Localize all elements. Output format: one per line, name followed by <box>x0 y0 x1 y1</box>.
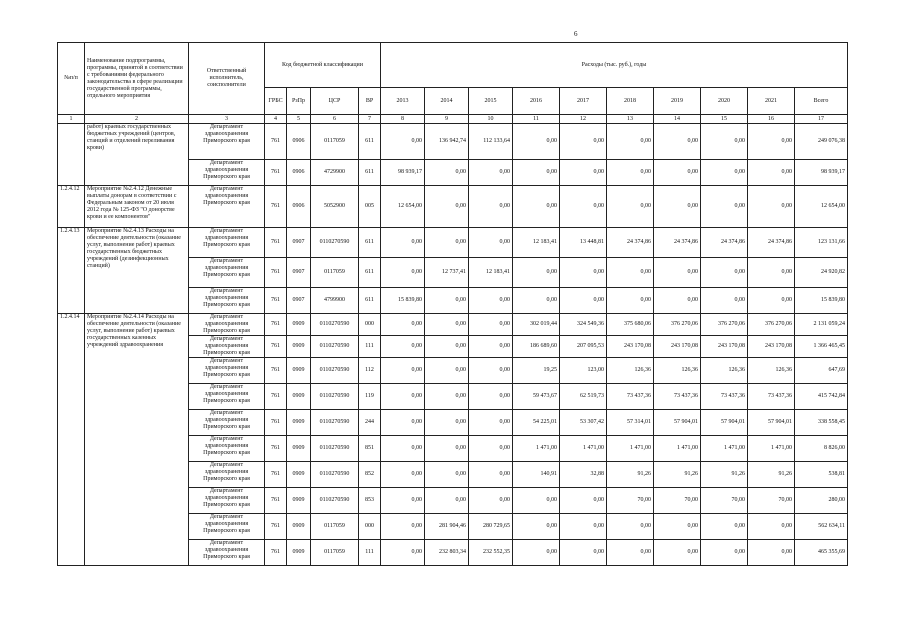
row-value-2018: 0,00 <box>607 124 654 160</box>
row-value-Всего: 123 131,66 <box>795 228 848 258</box>
row-value-2018: 126,36 <box>607 358 654 384</box>
row-value-2019: 0,00 <box>654 514 701 540</box>
row-value-2021: 0,00 <box>748 186 795 228</box>
row-value-2020: 376 270,06 <box>701 314 748 336</box>
header-executor: Ответственный исполнитель, соисполнители <box>189 43 265 115</box>
row-value-2021: 243 170,08 <box>748 336 795 358</box>
row-vr: 111 <box>359 540 381 566</box>
row-value-2016: 54 225,01 <box>513 410 560 436</box>
row-value-2018: 243 170,08 <box>607 336 654 358</box>
row-rzpr: 0906 <box>287 186 311 228</box>
row-executor: Департамент здравоохранения Приморского края <box>189 228 265 258</box>
row-value-2021: 57 904,01 <box>748 410 795 436</box>
row-executor: Департамент здравоохранения Приморского края <box>189 336 265 358</box>
row-value-2013: 0,00 <box>381 514 425 540</box>
row-value-2016: 0,00 <box>513 258 560 288</box>
row-value-2020: 24 374,86 <box>701 228 748 258</box>
row-value-2019: 70,00 <box>654 488 701 514</box>
header-code-1: РзПр <box>287 88 311 115</box>
table-row <box>58 124 848 160</box>
row-grbs: 761 <box>265 124 287 160</box>
row-value-2013: 0,00 <box>381 462 425 488</box>
row-value-2013: 0,00 <box>381 258 425 288</box>
row-value-Всего: 12 654,00 <box>795 186 848 228</box>
row-value-2017: 32,88 <box>560 462 607 488</box>
row-name: Мероприятие №2.4.13 Расходы на обеспечение деятельности (оказание услуг, выполнение работ) краевых государственных бюджетных учреждений (дезинфекционных станций) <box>85 228 189 314</box>
row-value-Всего: 465 355,69 <box>795 540 848 566</box>
row-value-2021: 376 270,06 <box>748 314 795 336</box>
row-rzpr: 0909 <box>287 384 311 410</box>
row-value-2015: 0,00 <box>469 436 513 462</box>
row-value-2019: 376 270,06 <box>654 314 701 336</box>
row-value-2015: 0,00 <box>469 410 513 436</box>
row-value-2016: 59 473,67 <box>513 384 560 410</box>
row-vr: 005 <box>359 186 381 228</box>
row-value-2015: 0,00 <box>469 488 513 514</box>
row-number: 1.2.4.14 <box>58 314 85 566</box>
column-index-1: 1 <box>58 115 85 124</box>
row-value-2014: 0,00 <box>425 410 469 436</box>
row-value-2014: 0,00 <box>425 228 469 258</box>
row-csr: 0117059 <box>311 514 359 540</box>
column-index-2: 2 <box>85 115 189 124</box>
row-value-2017: 62 519,73 <box>560 384 607 410</box>
row-value-2021: 126,36 <box>748 358 795 384</box>
row-rzpr: 0909 <box>287 336 311 358</box>
row-value-Всего: 15 839,80 <box>795 288 848 314</box>
row-executor: Департамент здравоохранения Приморского края <box>189 462 265 488</box>
row-value-2013: 0,00 <box>381 314 425 336</box>
row-rzpr: 0909 <box>287 488 311 514</box>
row-value-2020: 91,26 <box>701 462 748 488</box>
row-grbs: 761 <box>265 436 287 462</box>
row-value-2015: 0,00 <box>469 336 513 358</box>
row-value-2017: 0,00 <box>560 514 607 540</box>
column-index-14: 14 <box>654 115 701 124</box>
row-rzpr: 0909 <box>287 410 311 436</box>
row-csr: 0110270590 <box>311 228 359 258</box>
column-index-9: 9 <box>425 115 469 124</box>
table-header <box>58 43 848 124</box>
row-value-2019: 91,26 <box>654 462 701 488</box>
header-year-3: 2016 <box>513 88 560 115</box>
row-value-2014: 0,00 <box>425 384 469 410</box>
row-value-2017: 123,00 <box>560 358 607 384</box>
row-executor: Департамент здравоохранения Приморского края <box>189 186 265 228</box>
row-value-2017: 13 448,81 <box>560 228 607 258</box>
column-index-7: 7 <box>359 115 381 124</box>
row-value-2014: 0,00 <box>425 462 469 488</box>
row-value-2014: 0,00 <box>425 160 469 186</box>
row-value-2016: 0,00 <box>513 186 560 228</box>
row-value-2016: 0,00 <box>513 288 560 314</box>
header-code-0: ГРБС <box>265 88 287 115</box>
row-value-2013: 0,00 <box>381 540 425 566</box>
row-value-2021: 24 374,86 <box>748 228 795 258</box>
row-value-Всего: 249 076,38 <box>795 124 848 160</box>
row-executor: Департамент здравоохранения Приморского края <box>189 384 265 410</box>
row-value-2019: 73 437,36 <box>654 384 701 410</box>
row-value-2019: 24 374,86 <box>654 228 701 258</box>
row-vr: 611 <box>359 160 381 186</box>
row-value-2019: 0,00 <box>654 124 701 160</box>
row-grbs: 761 <box>265 358 287 384</box>
row-value-2019: 0,00 <box>654 186 701 228</box>
row-value-2015: 0,00 <box>469 384 513 410</box>
header-name: Наименование подпрограммы, программы, принятой в соответствии с требованиями федерального законодательства в сфере реализации государственной программы, отдельного мероприятия <box>85 43 189 115</box>
header-code-group: Код бюджетной классификации <box>265 43 381 88</box>
row-value-2017: 0,00 <box>560 160 607 186</box>
row-value-2020: 0,00 <box>701 288 748 314</box>
header-year-9: Всего <box>795 88 848 115</box>
row-grbs: 761 <box>265 314 287 336</box>
row-value-2016: 302 019,44 <box>513 314 560 336</box>
row-value-2014: 0,00 <box>425 186 469 228</box>
row-value-2017: 0,00 <box>560 488 607 514</box>
row-value-2020: 0,00 <box>701 160 748 186</box>
row-value-2018: 0,00 <box>607 514 654 540</box>
row-value-2016: 0,00 <box>513 160 560 186</box>
header-expenses-group: Расходы (тыс. руб.), годы <box>381 43 848 88</box>
table-row <box>58 186 848 228</box>
row-value-2020: 70,00 <box>701 488 748 514</box>
row-executor: Департамент здравоохранения Приморского края <box>189 436 265 462</box>
column-index-17: 17 <box>795 115 848 124</box>
row-value-2018: 57 314,01 <box>607 410 654 436</box>
row-value-2014: 0,00 <box>425 436 469 462</box>
row-csr: 0110270590 <box>311 314 359 336</box>
row-number <box>58 124 85 186</box>
row-value-2016: 140,91 <box>513 462 560 488</box>
row-executor: Департамент здравоохранения Приморского края <box>189 160 265 186</box>
row-value-2020: 0,00 <box>701 124 748 160</box>
row-value-Всего: 338 558,45 <box>795 410 848 436</box>
row-csr: 0117059 <box>311 124 359 160</box>
row-executor: Департамент здравоохранения Приморского края <box>189 124 265 160</box>
row-csr: 0110270590 <box>311 384 359 410</box>
row-vr: 851 <box>359 436 381 462</box>
row-value-2019: 126,36 <box>654 358 701 384</box>
row-value-2017: 0,00 <box>560 186 607 228</box>
row-value-2018: 0,00 <box>607 186 654 228</box>
row-value-2014: 0,00 <box>425 336 469 358</box>
row-executor: Департамент здравоохранения Приморского края <box>189 288 265 314</box>
row-name: Мероприятие №2.4.14 Расходы на обеспечение деятельности (оказание услуг, выполнение работ) краевых государственных казенных учреждений здравоохранения <box>85 314 189 566</box>
row-value-Всего: 8 826,00 <box>795 436 848 462</box>
row-grbs: 761 <box>265 228 287 258</box>
column-index-8: 8 <box>381 115 425 124</box>
header-year-7: 2020 <box>701 88 748 115</box>
row-value-Всего: 24 920,82 <box>795 258 848 288</box>
header-year-4: 2017 <box>560 88 607 115</box>
row-csr: 4729900 <box>311 160 359 186</box>
row-value-2019: 0,00 <box>654 160 701 186</box>
row-value-2015: 0,00 <box>469 358 513 384</box>
column-index-6: 6 <box>311 115 359 124</box>
row-executor: Департамент здравоохранения Приморского края <box>189 258 265 288</box>
row-vr: 244 <box>359 410 381 436</box>
row-executor: Департамент здравоохранения Приморского края <box>189 488 265 514</box>
row-executor: Департамент здравоохранения Приморского края <box>189 358 265 384</box>
row-value-2015: 0,00 <box>469 288 513 314</box>
row-value-2015: 12 183,41 <box>469 258 513 288</box>
row-value-2021: 1 471,00 <box>748 436 795 462</box>
row-value-Всего: 98 939,17 <box>795 160 848 186</box>
row-grbs: 761 <box>265 160 287 186</box>
row-value-2016: 19,25 <box>513 358 560 384</box>
row-vr: 112 <box>359 358 381 384</box>
row-value-2017: 0,00 <box>560 540 607 566</box>
header-index-row <box>58 115 848 124</box>
row-number: 1.2.4.13 <box>58 228 85 314</box>
row-value-2021: 0,00 <box>748 288 795 314</box>
column-index-5: 5 <box>287 115 311 124</box>
row-vr: 611 <box>359 228 381 258</box>
table-body <box>58 124 848 566</box>
row-grbs: 761 <box>265 258 287 288</box>
row-value-Всего: 1 366 465,45 <box>795 336 848 358</box>
row-vr: 111 <box>359 336 381 358</box>
row-value-2016: 0,00 <box>513 488 560 514</box>
row-value-2017: 1 471,00 <box>560 436 607 462</box>
row-value-2013: 0,00 <box>381 336 425 358</box>
row-value-2020: 0,00 <box>701 258 748 288</box>
column-index-4: 4 <box>265 115 287 124</box>
row-value-2017: 0,00 <box>560 258 607 288</box>
row-csr: 0110270590 <box>311 488 359 514</box>
column-index-11: 11 <box>513 115 560 124</box>
row-grbs: 761 <box>265 186 287 228</box>
row-vr: 611 <box>359 288 381 314</box>
header-code-3: ВР <box>359 88 381 115</box>
row-value-2013: 12 654,00 <box>381 186 425 228</box>
row-rzpr: 0909 <box>287 540 311 566</box>
row-value-2019: 0,00 <box>654 540 701 566</box>
row-csr: 0110270590 <box>311 358 359 384</box>
row-value-2021: 0,00 <box>748 124 795 160</box>
row-value-2015: 280 729,65 <box>469 514 513 540</box>
row-name: Мероприятие №2.4.12 Денежные выплаты донорам в соответствии с Федеральным законом от 20 июля 2012 года № 125-ФЗ "О донорстве крови и ее компонентов" <box>85 186 189 228</box>
row-value-2018: 0,00 <box>607 258 654 288</box>
row-value-2018: 70,00 <box>607 488 654 514</box>
row-grbs: 761 <box>265 540 287 566</box>
row-csr: 0117059 <box>311 258 359 288</box>
row-value-2021: 70,00 <box>748 488 795 514</box>
row-value-2016: 0,00 <box>513 514 560 540</box>
column-index-15: 15 <box>701 115 748 124</box>
header-code-2: ЦСР <box>311 88 359 115</box>
row-vr: 611 <box>359 124 381 160</box>
row-value-2013: 0,00 <box>381 410 425 436</box>
column-index-16: 16 <box>748 115 795 124</box>
row-csr: 4799900 <box>311 288 359 314</box>
row-value-2019: 243 170,08 <box>654 336 701 358</box>
row-value-2013: 0,00 <box>381 358 425 384</box>
row-value-2018: 24 374,86 <box>607 228 654 258</box>
row-value-2017: 53 307,42 <box>560 410 607 436</box>
row-executor: Департамент здравоохранения Приморского края <box>189 410 265 436</box>
header-year-1: 2014 <box>425 88 469 115</box>
row-number: 1.2.4.12 <box>58 186 85 228</box>
row-value-Всего: 562 634,11 <box>795 514 848 540</box>
column-index-10: 10 <box>469 115 513 124</box>
row-value-2015: 0,00 <box>469 462 513 488</box>
column-index-13: 13 <box>607 115 654 124</box>
row-value-2017: 0,00 <box>560 288 607 314</box>
row-rzpr: 0907 <box>287 228 311 258</box>
row-csr: 5052900 <box>311 186 359 228</box>
row-rzpr: 0909 <box>287 314 311 336</box>
header-year-5: 2018 <box>607 88 654 115</box>
row-csr: 0110270590 <box>311 436 359 462</box>
row-value-2016: 0,00 <box>513 124 560 160</box>
row-value-2020: 243 170,08 <box>701 336 748 358</box>
row-rzpr: 0909 <box>287 358 311 384</box>
row-rzpr: 0907 <box>287 288 311 314</box>
row-value-2018: 0,00 <box>607 160 654 186</box>
row-value-2015: 0,00 <box>469 160 513 186</box>
row-grbs: 761 <box>265 288 287 314</box>
column-index-12: 12 <box>560 115 607 124</box>
row-value-2017: 207 095,53 <box>560 336 607 358</box>
row-value-2020: 57 904,01 <box>701 410 748 436</box>
row-value-2021: 73 437,36 <box>748 384 795 410</box>
header-year-8: 2021 <box>748 88 795 115</box>
row-value-2020: 73 437,36 <box>701 384 748 410</box>
row-grbs: 761 <box>265 410 287 436</box>
row-value-2019: 1 471,00 <box>654 436 701 462</box>
row-value-2014: 232 803,34 <box>425 540 469 566</box>
row-value-Всего: 2 131 059,24 <box>795 314 848 336</box>
row-value-2021: 0,00 <box>748 160 795 186</box>
table-row <box>58 228 848 258</box>
row-value-2014: 0,00 <box>425 288 469 314</box>
row-value-2013: 0,00 <box>381 488 425 514</box>
row-grbs: 761 <box>265 462 287 488</box>
row-vr: 611 <box>359 258 381 288</box>
row-value-2019: 57 904,01 <box>654 410 701 436</box>
row-value-2013: 0,00 <box>381 384 425 410</box>
row-value-2013: 15 839,80 <box>381 288 425 314</box>
row-value-2021: 0,00 <box>748 540 795 566</box>
row-value-2016: 186 689,60 <box>513 336 560 358</box>
budget-table <box>57 42 848 566</box>
row-value-2018: 73 437,36 <box>607 384 654 410</box>
row-value-2013: 98 939,17 <box>381 160 425 186</box>
header-year-6: 2019 <box>654 88 701 115</box>
row-value-2014: 0,00 <box>425 358 469 384</box>
header-num: №п/п <box>58 43 85 115</box>
row-value-2021: 0,00 <box>748 258 795 288</box>
row-rzpr: 0909 <box>287 514 311 540</box>
row-value-Всего: 415 742,84 <box>795 384 848 410</box>
row-value-2020: 0,00 <box>701 540 748 566</box>
row-rzpr: 0906 <box>287 124 311 160</box>
row-value-2013: 0,00 <box>381 436 425 462</box>
page-number: 6 <box>574 30 578 38</box>
row-value-2020: 1 471,00 <box>701 436 748 462</box>
row-value-2016: 12 183,41 <box>513 228 560 258</box>
row-executor: Департамент здравоохранения Приморского края <box>189 314 265 336</box>
row-value-2020: 126,36 <box>701 358 748 384</box>
row-value-2015: 232 552,35 <box>469 540 513 566</box>
row-value-Всего: 280,00 <box>795 488 848 514</box>
row-vr: 000 <box>359 514 381 540</box>
row-vr: 000 <box>359 314 381 336</box>
row-value-Всего: 538,81 <box>795 462 848 488</box>
row-vr: 853 <box>359 488 381 514</box>
header-year-0: 2013 <box>381 88 425 115</box>
row-value-2015: 112 133,64 <box>469 124 513 160</box>
row-value-2016: 1 471,00 <box>513 436 560 462</box>
row-grbs: 761 <box>265 514 287 540</box>
row-value-2015: 0,00 <box>469 314 513 336</box>
row-value-2019: 0,00 <box>654 288 701 314</box>
row-value-2021: 91,26 <box>748 462 795 488</box>
row-value-2017: 0,00 <box>560 124 607 160</box>
row-grbs: 761 <box>265 336 287 358</box>
row-value-2018: 1 471,00 <box>607 436 654 462</box>
row-value-2018: 375 680,06 <box>607 314 654 336</box>
row-grbs: 761 <box>265 488 287 514</box>
row-value-2016: 0,00 <box>513 540 560 566</box>
row-value-2018: 0,00 <box>607 540 654 566</box>
row-rzpr: 0907 <box>287 258 311 288</box>
row-value-2014: 281 904,46 <box>425 514 469 540</box>
row-value-2014: 0,00 <box>425 488 469 514</box>
row-vr: 119 <box>359 384 381 410</box>
row-value-Всего: 647,69 <box>795 358 848 384</box>
row-csr: 0110270590 <box>311 336 359 358</box>
row-value-2013: 0,00 <box>381 228 425 258</box>
row-value-2021: 0,00 <box>748 514 795 540</box>
row-executor: Департамент здравоохранения Приморского края <box>189 540 265 566</box>
row-value-2020: 0,00 <box>701 186 748 228</box>
row-vr: 852 <box>359 462 381 488</box>
row-csr: 0110270590 <box>311 410 359 436</box>
row-value-2018: 91,26 <box>607 462 654 488</box>
row-grbs: 761 <box>265 384 287 410</box>
row-csr: 0117059 <box>311 540 359 566</box>
row-rzpr: 0909 <box>287 462 311 488</box>
table-row <box>58 314 848 336</box>
row-value-2015: 0,00 <box>469 228 513 258</box>
row-name: работ) краевых государственных бюджетных учреждений (центров, станций и отделений переливания крови) <box>85 124 189 186</box>
row-value-2017: 324 549,36 <box>560 314 607 336</box>
row-value-2018: 0,00 <box>607 288 654 314</box>
row-value-2020: 0,00 <box>701 514 748 540</box>
column-index-3: 3 <box>189 115 265 124</box>
row-value-2014: 0,00 <box>425 314 469 336</box>
row-value-2019: 0,00 <box>654 258 701 288</box>
row-rzpr: 0906 <box>287 160 311 186</box>
row-value-2014: 136 942,74 <box>425 124 469 160</box>
row-executor: Департамент здравоохранения Приморского края <box>189 514 265 540</box>
row-csr: 0110270590 <box>311 462 359 488</box>
row-value-2014: 12 737,41 <box>425 258 469 288</box>
row-value-2015: 0,00 <box>469 186 513 228</box>
row-value-2013: 0,00 <box>381 124 425 160</box>
header-year-2: 2015 <box>469 88 513 115</box>
row-rzpr: 0909 <box>287 436 311 462</box>
